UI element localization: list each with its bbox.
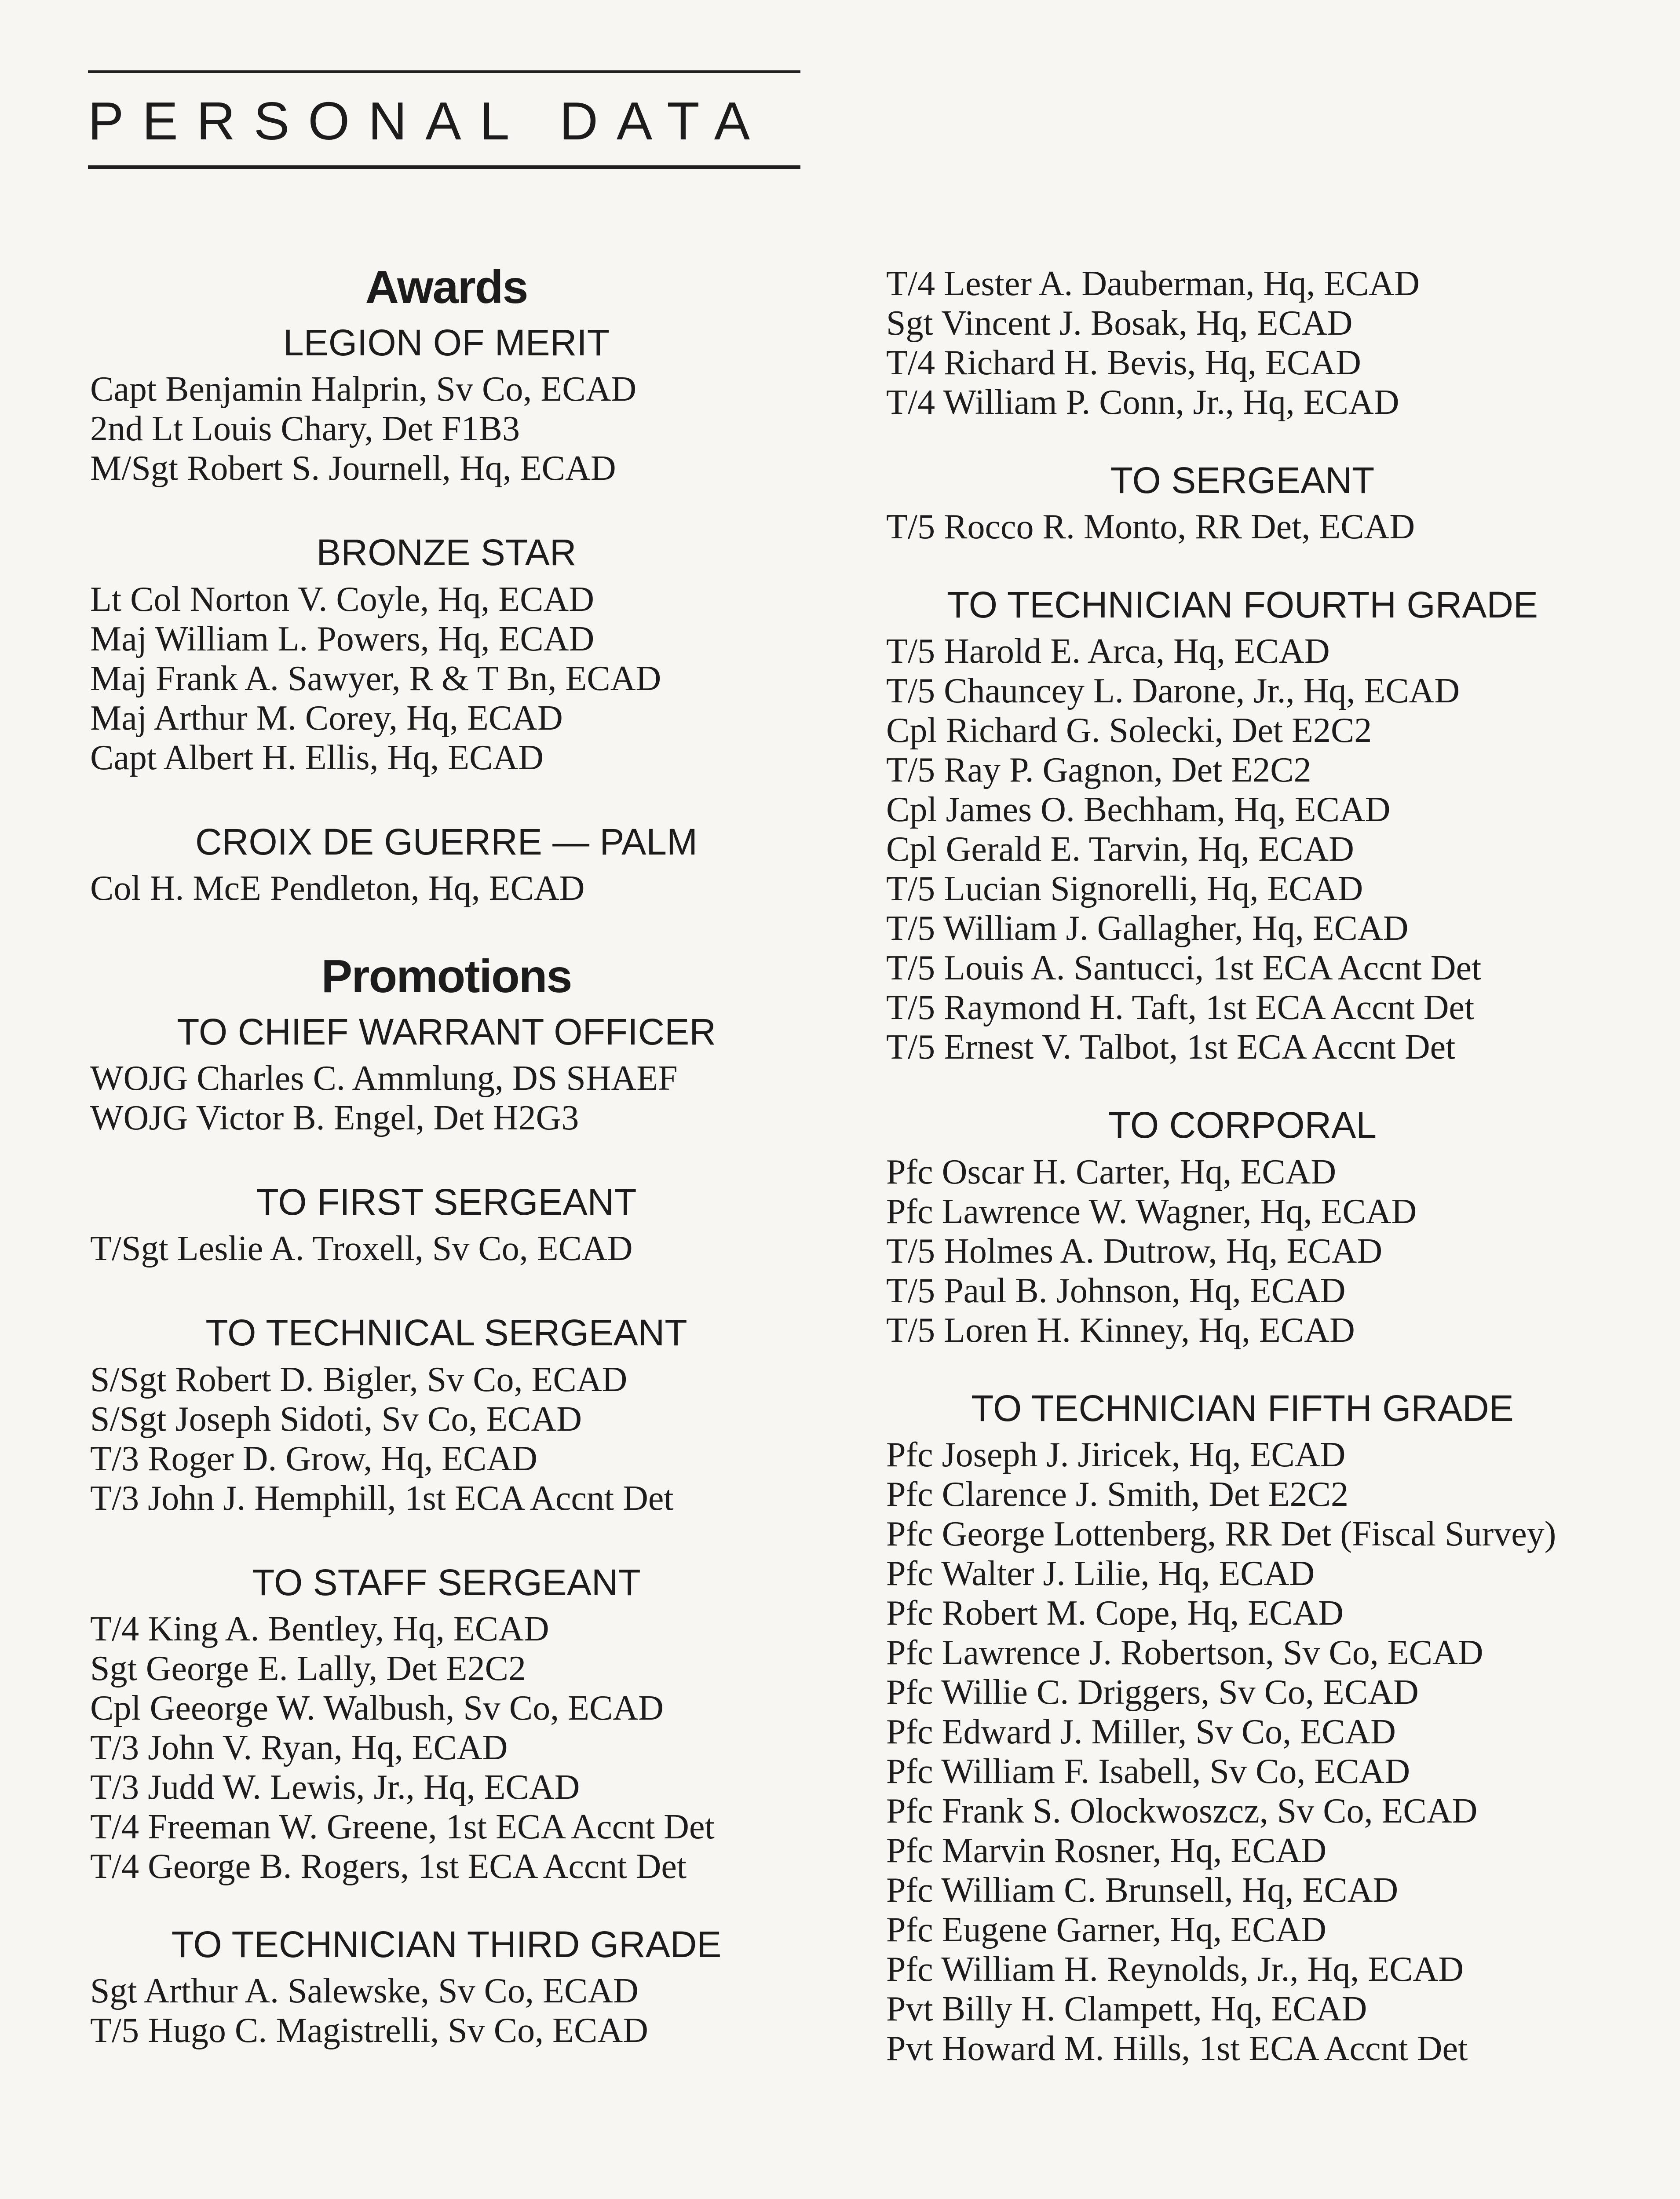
list-item: T/5 Louis A. Santucci, 1st ECA Accnt Det [886, 949, 1482, 988]
list-item: T/4 Freeman W. Greene, 1st ECA Accnt Det [90, 1807, 715, 1846]
list-item: Cpl Richard G. Solecki, Det E2C2 [886, 711, 1372, 750]
list-item: Lt Col Norton V. Coyle, Hq, ECAD [90, 580, 594, 619]
chief-warrant-officer-list [90, 1059, 803, 1138]
corporal-list [886, 1152, 1599, 1350]
list-item: Pfc Joseph J. Jiricek, Hq, ECAD [886, 1435, 1346, 1474]
list-item: T/5 Holmes A. Dutrow, Hq, ECAD [886, 1231, 1383, 1271]
list-item: T/5 Loren H. Kinney, Hq, ECAD [886, 1311, 1355, 1350]
left-column [90, 259, 803, 2050]
legion-of-merit-list [90, 369, 803, 488]
list-item: M/Sgt Robert S. Journell, Hq, ECAD [90, 449, 616, 488]
staff-sergeant-list [90, 1609, 803, 1886]
list-item: T/5 William J. Gallagher, Hq, ECAD [886, 909, 1409, 948]
list-item: T/4 King A. Bentley, Hq, ECAD [90, 1609, 549, 1648]
promotions-heading: Promotions [321, 950, 572, 1002]
list-item: T/3 John J. Hemphill, 1st ECA Accnt Det [90, 1479, 674, 1518]
technician-fifth-grade-list [886, 1435, 1599, 2068]
sergeant-heading: TO SERGEANT [1110, 460, 1375, 501]
list-item: Pfc Robert M. Cope, Hq, ECAD [886, 1593, 1344, 1633]
list-item: Pvt Howard M. Hills, 1st ECA Accnt Det [886, 2029, 1468, 2068]
technical-sergeant-heading: TO TECHNICAL SERGEANT [205, 1312, 687, 1354]
list-item: Maj Arthur M. Corey, Hq, ECAD [90, 698, 563, 738]
list-item: 2nd Lt Louis Chary, Det F1B3 [90, 409, 520, 449]
list-item: T/5 Ernest V. Talbot, 1st ECA Accnt Det [886, 1028, 1456, 1067]
right-column [886, 264, 1599, 2068]
technician-fifth-grade-heading: TO TECHNICIAN FIFTH GRADE [971, 1387, 1514, 1429]
page-header [88, 70, 800, 169]
list-item: Pfc Willie C. Driggers, Sv Co, ECAD [886, 1673, 1419, 1712]
list-item: T/Sgt Leslie A. Troxell, Sv Co, ECAD [90, 1229, 633, 1268]
list-item: WOJG Charles C. Ammlung, DS SHAEF [90, 1059, 678, 1098]
page-title: PERSONAL DATA [88, 91, 769, 151]
list-item: Sgt Vincent J. Bosak, Hq, ECAD [886, 304, 1353, 343]
list-item: T/5 Paul B. Johnson, Hq, ECAD [886, 1271, 1346, 1310]
list-item: Pfc Clarence J. Smith, Det E2C2 [886, 1475, 1348, 1514]
list-item: Maj Frank A. Sawyer, R & T Bn, ECAD [90, 659, 661, 698]
list-item: Maj William L. Powers, Hq, ECAD [90, 619, 595, 658]
technician-third-grade-list-b [886, 264, 1599, 422]
staff-sergeant-heading: TO STAFF SERGEANT [252, 1561, 641, 1603]
croix-de-guerre-list [90, 869, 803, 908]
header-top-rule [88, 70, 800, 73]
list-item: T/5 Chauncey L. Darone, Jr., Hq, ECAD [886, 672, 1460, 711]
list-item: Pfc Frank S. Olockwoszcz, Sv Co, ECAD [886, 1791, 1478, 1830]
list-item: Pfc William F. Isabell, Sv Co, ECAD [886, 1752, 1410, 1791]
list-item: Cpl Gerald E. Tarvin, Hq, ECAD [886, 830, 1354, 869]
list-item: Pfc George Lottenberg, RR Det (Fiscal Survey) [886, 1514, 1556, 1553]
header-bottom-rule [88, 165, 800, 169]
first-sergeant-heading: TO FIRST SERGEANT [256, 1181, 637, 1223]
list-item: Col H. McE Pendleton, Hq, ECAD [90, 869, 585, 908]
awards-heading: Awards [365, 261, 528, 313]
list-item: Sgt George E. Lally, Det E2C2 [90, 1649, 526, 1688]
list-item: Capt Albert H. Ellis, Hq, ECAD [90, 738, 544, 777]
list-item: T/5 Harold E. Arca, Hq, ECAD [886, 632, 1330, 671]
list-item: T/3 Judd W. Lewis, Jr., Hq, ECAD [90, 1768, 580, 1807]
list-item: T/5 Rocco R. Monto, RR Det, ECAD [886, 508, 1415, 547]
list-item: Pfc Oscar H. Carter, Hq, ECAD [886, 1152, 1337, 1191]
list-item: Pfc Edward J. Miller, Sv Co, ECAD [886, 1712, 1396, 1751]
list-item: T/5 Hugo C. Magistrelli, Sv Co, ECAD [90, 2011, 648, 2050]
list-item: T/5 Ray P. Gagnon, Det E2C2 [886, 751, 1311, 790]
first-sergeant-list [90, 1229, 803, 1268]
chief-warrant-officer-heading: TO CHIEF WARRANT OFFICER [177, 1011, 716, 1052]
technical-sergeant-list [90, 1360, 803, 1518]
list-item: Sgt Arthur A. Salewske, Sv Co, ECAD [90, 1971, 639, 2010]
list-item: Cpl James O. Bechham, Hq, ECAD [886, 790, 1391, 829]
list-item: T/5 Raymond H. Taft, 1st ECA Accnt Det [886, 988, 1475, 1027]
sergeant-list [886, 507, 1599, 547]
list-item: S/Sgt Robert D. Bigler, Sv Co, ECAD [90, 1360, 628, 1399]
technician-third-grade-heading: TO TECHNICIAN THIRD GRADE [171, 1923, 722, 1965]
list-item: Pfc William H. Reynolds, Jr., Hq, ECAD [886, 1950, 1464, 1989]
bronze-star-heading: BRONZE STAR [316, 532, 577, 573]
list-item: Pfc William C. Brunsell, Hq, ECAD [886, 1870, 1399, 1910]
croix-de-guerre-heading: CROIX DE GUERRE — PALM [195, 821, 698, 862]
list-item: T/4 Richard H. Bevis, Hq, ECAD [886, 343, 1361, 382]
legion-of-merit-heading: LEGION OF MERIT [283, 322, 610, 364]
list-item: WOJG Victor B. Engel, Det H2G3 [90, 1099, 579, 1138]
list-item: T/4 George B. Rogers, 1st ECA Accnt Det [90, 1847, 687, 1886]
list-item: Pfc Lawrence J. Robertson, Sv Co, ECAD [886, 1633, 1483, 1672]
list-item: T/4 Lester A. Dauberman, Hq, ECAD [886, 264, 1420, 303]
list-item: Pfc Eugene Garner, Hq, ECAD [886, 1910, 1326, 1949]
list-item: Pvt Billy H. Clampett, Hq, ECAD [886, 1989, 1367, 2028]
list-item: Cpl Geeorge W. Walbush, Sv Co, ECAD [90, 1688, 664, 1728]
list-item: S/Sgt Joseph Sidoti, Sv Co, ECAD [90, 1399, 582, 1439]
list-item: Pfc Lawrence W. Wagner, Hq, ECAD [886, 1192, 1417, 1231]
technician-fourth-grade-list [886, 632, 1599, 1067]
list-item: Pfc Walter J. Lilie, Hq, ECAD [886, 1554, 1315, 1593]
list-item: Capt Benjamin Halprin, Sv Co, ECAD [90, 370, 637, 409]
list-item: T/4 William P. Conn, Jr., Hq, ECAD [886, 383, 1399, 422]
list-item: T/5 Lucian Signorelli, Hq, ECAD [886, 869, 1363, 909]
list-item: T/3 Roger D. Grow, Hq, ECAD [90, 1439, 537, 1478]
list-item: T/3 John V. Ryan, Hq, ECAD [90, 1728, 508, 1767]
bronze-star-list [90, 580, 803, 778]
corporal-heading: TO CORPORAL [1108, 1104, 1377, 1146]
technician-fourth-grade-heading: TO TECHNICIAN FOURTH GRADE [946, 584, 1538, 626]
technician-third-grade-list-a [90, 1971, 803, 2050]
list-item: Pfc Marvin Rosner, Hq, ECAD [886, 1831, 1327, 1870]
